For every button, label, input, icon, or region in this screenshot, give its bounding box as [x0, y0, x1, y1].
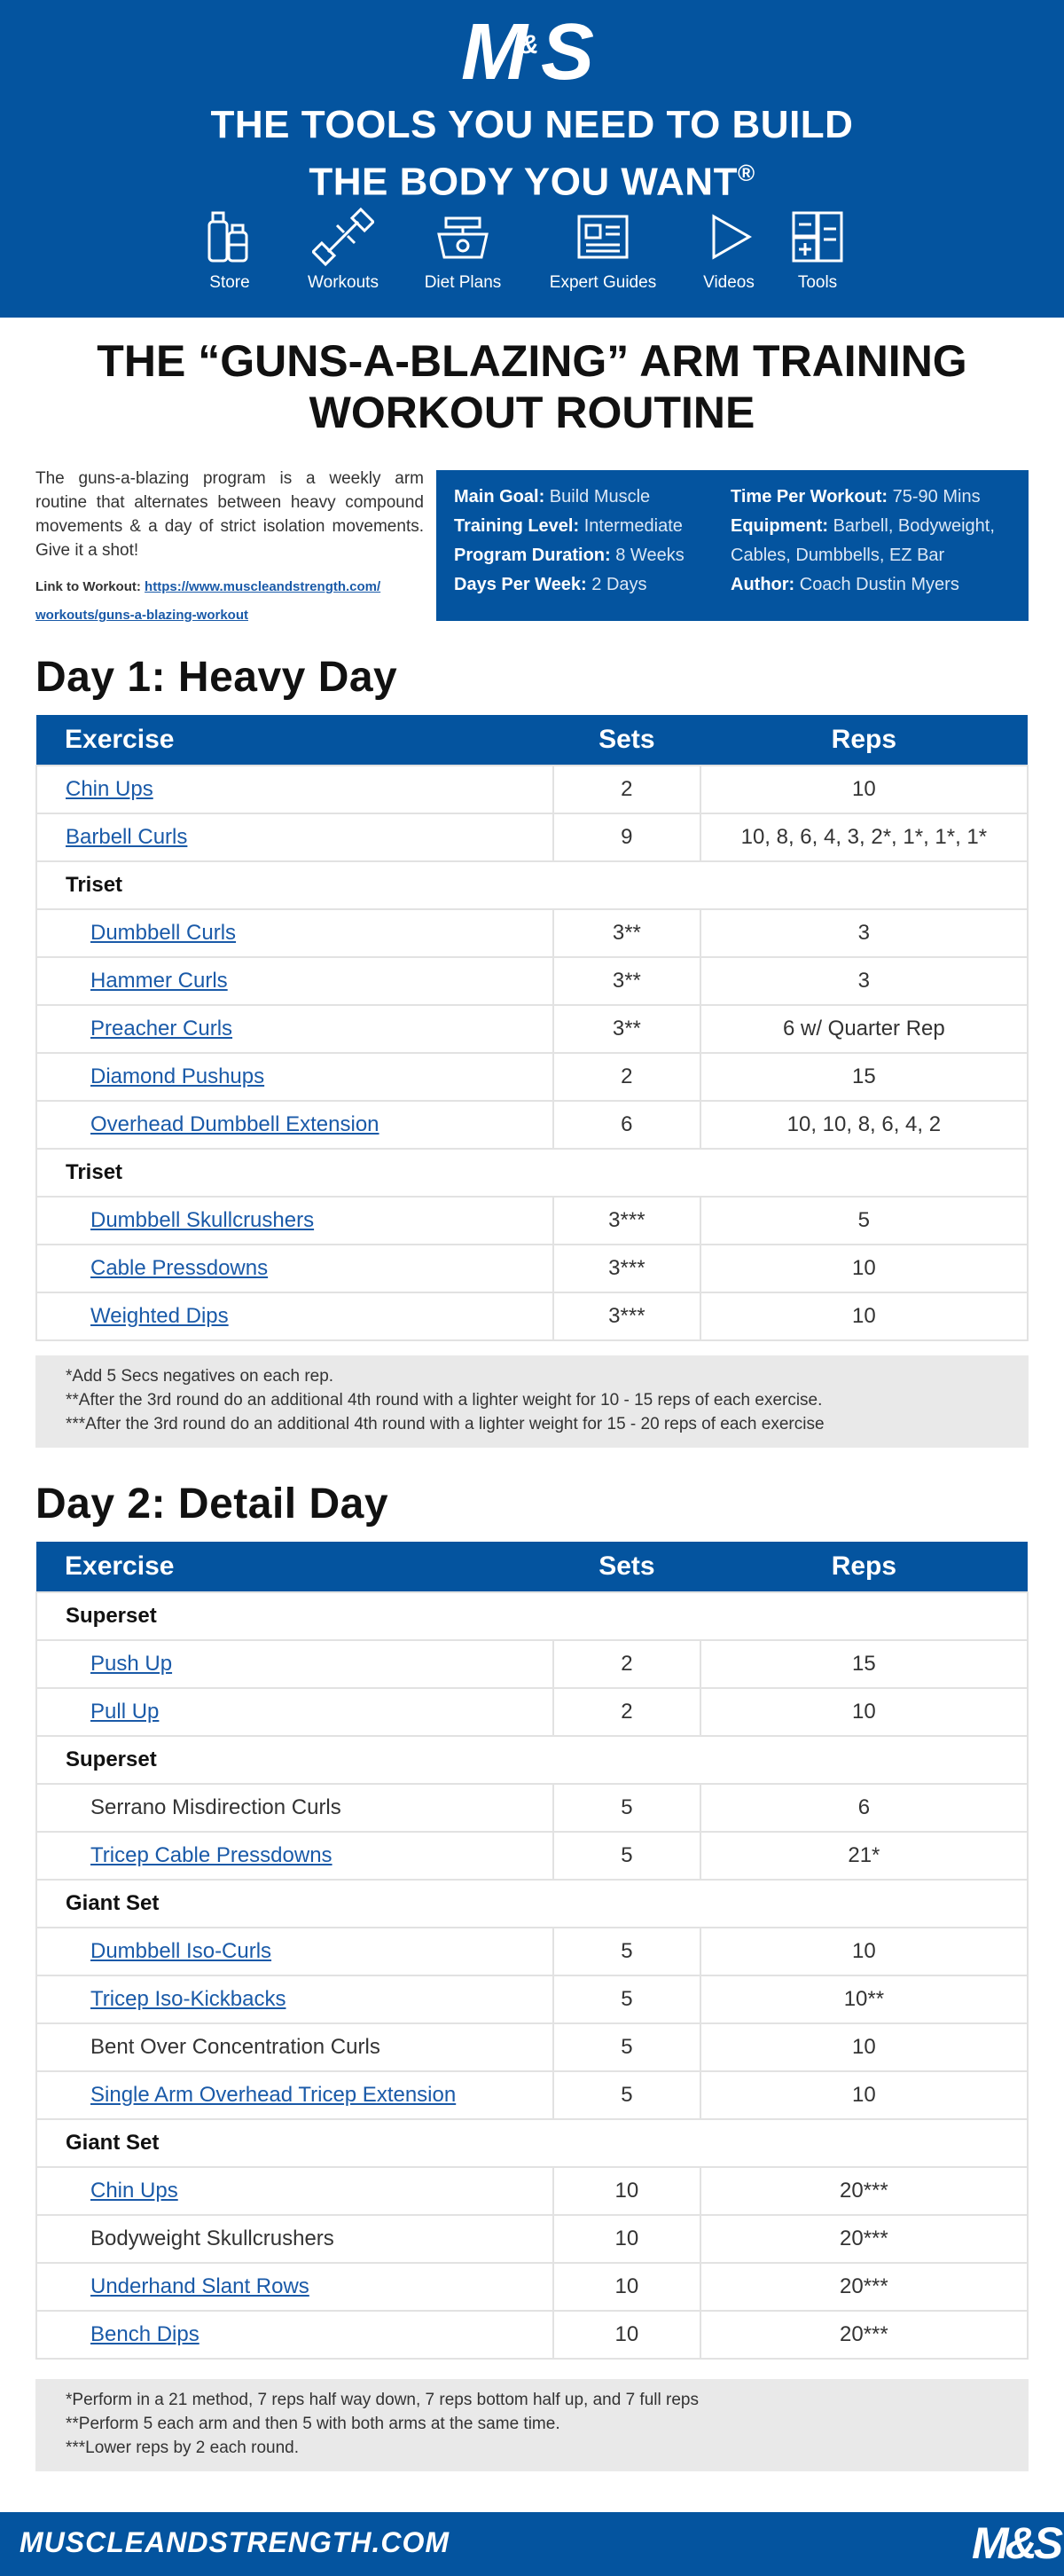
tagline-line-1: THE TOOLS YOU NEED TO BUILD	[210, 103, 854, 146]
play-icon	[698, 206, 760, 268]
exercise-cell	[36, 1784, 553, 1832]
table-row	[36, 2263, 1028, 2311]
sets-cell: 5	[553, 1832, 700, 1880]
exercise-link[interactable]: Weighted Dips	[90, 1304, 229, 1328]
sets-cell: 5	[553, 1975, 700, 2023]
page-title-line-2: WORKOUT ROUTINE	[309, 388, 755, 437]
exercise-cell	[36, 2311, 553, 2359]
exercise-cell	[36, 766, 553, 813]
exercise-link[interactable]: Tricep Iso-Kickbacks	[90, 1987, 286, 2011]
nav-videos-label: Videos	[703, 273, 755, 292]
table-row	[36, 2167, 1028, 2215]
workout-link-block	[35, 573, 443, 630]
exercise-cell	[36, 1688, 553, 1736]
exercise-link[interactable]: Overhead Dumbbell Extension	[90, 1112, 379, 1136]
group-row	[36, 1149, 1028, 1197]
reps-cell: 10	[700, 2023, 1028, 2071]
sets-cell: 3**	[553, 957, 700, 1005]
footnote: **After the 3rd round do an additional 4th round with a lighter weight for 10 - 15 reps of each exercise.	[66, 1391, 823, 1410]
exercise-cell	[36, 1005, 553, 1053]
page-title-line-1: THE “GUNS-A-BLAZING” ARM TRAINING	[97, 336, 967, 386]
scale-food-icon	[432, 206, 494, 268]
group-row	[36, 1736, 1028, 1784]
sets-cell: 5	[553, 1784, 700, 1832]
sets-cell: 2	[553, 766, 700, 813]
nav-expert-guides[interactable]	[541, 206, 665, 303]
table-row	[36, 766, 1028, 813]
sets-cell: 2	[553, 1053, 700, 1101]
sets-cell: 10	[553, 2263, 700, 2311]
exercise-cell	[36, 813, 553, 861]
footnote: ***After the 3rd round do an additional 4th round with a lighter weight for 15 - 20 reps of each exercise	[66, 1415, 825, 1433]
reps-cell: 6 w/ Quarter Rep	[700, 1005, 1028, 1053]
table-row	[36, 2071, 1028, 2119]
day2-notes	[35, 2379, 1029, 2471]
reps-cell: 3	[700, 909, 1028, 957]
sets-cell: 3**	[553, 1005, 700, 1053]
footnote: *Add 5 Secs negatives on each rep.	[66, 1367, 334, 1386]
exercise-link[interactable]: Dumbbell Curls	[90, 921, 237, 945]
exercise-cell	[36, 1975, 553, 2023]
table-header-row	[36, 1542, 1028, 1592]
exercise-link[interactable]: Bench Dips	[90, 2322, 200, 2346]
day1-table	[35, 715, 1029, 1341]
exercise-link[interactable]: Single Arm Overhead Tricep Extension	[90, 2083, 457, 2107]
exercise-name: Bent Over Concentration Curls	[90, 2035, 380, 2059]
exercise-link[interactable]: Preacher Curls	[90, 1017, 233, 1041]
nav-tools-label: Tools	[797, 273, 838, 292]
group-label: Giant Set	[36, 2119, 1028, 2167]
ms-logo[interactable]	[461, 8, 603, 98]
reps-cell: 20***	[700, 2263, 1028, 2311]
sets-cell: 2	[553, 1688, 700, 1736]
col-reps: Reps	[700, 1542, 1028, 1592]
exercise-cell	[36, 2167, 553, 2215]
group-row	[36, 861, 1028, 909]
nav-diet-plans[interactable]	[414, 206, 512, 303]
exercise-cell	[36, 1197, 553, 1245]
intro-text: The guns-a-blazing program is a weekly arm routine that alternates between heavy compound movements & a day of strict isolation movements. Give it a shot!	[35, 469, 424, 560]
footnote: **Perform 5 each arm and then 5 with both arms at the same time.	[66, 2415, 560, 2433]
group-row	[36, 1592, 1028, 1640]
day1-title: Day 1: Heavy Day	[35, 654, 398, 701]
exercise-cell	[36, 2023, 553, 2071]
info-col-left	[454, 483, 685, 600]
exercise-link[interactable]: Cable Pressdowns	[90, 1256, 269, 1280]
col-exercise: Exercise	[36, 1542, 553, 1592]
reps-cell: 10	[700, 1688, 1028, 1736]
exercise-cell	[36, 2071, 553, 2119]
logo-m: M	[461, 8, 522, 97]
table-row	[36, 1101, 1028, 1149]
sets-cell: 3***	[553, 1292, 700, 1340]
exercise-link[interactable]: Chin Ups	[90, 2179, 178, 2203]
info-program-duration: Program Duration: 8 Weeks	[454, 546, 685, 565]
exercise-cell	[36, 1292, 553, 1340]
logo-s: S	[541, 8, 595, 97]
table-row	[36, 1832, 1028, 1880]
exercise-link[interactable]: Push Up	[90, 1652, 173, 1676]
program-info-box	[436, 470, 1029, 621]
sets-cell: 3**	[553, 909, 700, 957]
exercise-name: Serrano Misdirection Curls	[90, 1795, 341, 1819]
exercise-link[interactable]: Dumbbell Skullcrushers	[90, 1208, 315, 1232]
group-row	[36, 2119, 1028, 2167]
info-equipment: Equipment: Barbell, Bodyweight,	[731, 516, 995, 536]
sets-cell: 10	[553, 2311, 700, 2359]
nav-videos[interactable]	[692, 206, 766, 303]
sets-cell: 5	[553, 2023, 700, 2071]
workout-link-label: Link to Workout:	[35, 579, 141, 594]
exercise-cell	[36, 957, 553, 1005]
exercise-cell	[36, 1053, 553, 1101]
exercise-cell	[36, 2215, 553, 2263]
page-title	[0, 335, 1064, 438]
day2-table	[35, 1542, 1029, 2360]
exercise-cell	[36, 909, 553, 957]
info-time-per-workout: Time Per Workout: 75-90 Mins	[731, 487, 981, 507]
table-row	[36, 2311, 1028, 2359]
reps-cell: 5	[700, 1197, 1028, 1245]
exercise-name: Bodyweight Skullcrushers	[90, 2227, 334, 2250]
registered-mark: ®	[737, 160, 755, 186]
exercise-cell	[36, 1101, 553, 1149]
sets-cell: 10	[553, 2215, 700, 2263]
reps-cell: 10	[700, 1245, 1028, 1292]
reps-cell: 6	[700, 1784, 1028, 1832]
col-sets: Sets	[553, 1542, 700, 1592]
sets-cell: 5	[553, 2071, 700, 2119]
nav-diet-plans-label: Diet Plans	[424, 273, 502, 292]
info-col-right	[731, 483, 995, 600]
day2-title: Day 2: Detail Day	[35, 1480, 389, 1528]
exercise-link[interactable]: Dumbbell Iso-Curls	[90, 1939, 272, 1963]
reps-cell: 21*	[700, 1832, 1028, 1880]
footer-logo[interactable]: M&S	[972, 2518, 1060, 2568]
reps-cell: 10	[700, 1292, 1028, 1340]
reps-cell: 15	[700, 1053, 1028, 1101]
table-row	[36, 2215, 1028, 2263]
table-row	[36, 1784, 1028, 1832]
exercise-cell	[36, 1245, 553, 1292]
footer-site-link[interactable]: MUSCLEANDSTRENGTH.COM	[20, 2526, 450, 2558]
reps-cell: 3	[700, 957, 1028, 1005]
table-row	[36, 1688, 1028, 1736]
table-row	[36, 1975, 1028, 2023]
dumbbell-icon	[312, 206, 374, 268]
table-row	[36, 1928, 1028, 1975]
nav-workouts-label: Workouts	[308, 273, 379, 292]
sets-cell: 3***	[553, 1197, 700, 1245]
group-row	[36, 1880, 1028, 1928]
reps-cell: 20***	[700, 2167, 1028, 2215]
sets-cell: 9	[553, 813, 700, 861]
nav-expert-guides-label: Expert Guides	[549, 273, 657, 292]
supplement-bottles-icon	[199, 206, 261, 268]
exercise-link[interactable]: Pull Up	[90, 1700, 160, 1724]
exercise-cell	[36, 1832, 553, 1880]
group-label: Giant Set	[36, 1880, 1028, 1928]
reps-cell: 15	[700, 1640, 1028, 1688]
exercise-cell	[36, 1928, 553, 1975]
exercise-link[interactable]: Barbell Curls	[66, 825, 188, 849]
group-label: Triset	[36, 1149, 1028, 1197]
group-label: Superset	[36, 1592, 1028, 1640]
reps-cell: 10, 10, 8, 6, 4, 2	[700, 1101, 1028, 1149]
table-row	[36, 1640, 1028, 1688]
reps-cell: 10	[700, 766, 1028, 813]
sets-cell: 6	[553, 1101, 700, 1149]
info-days-per-week: Days Per Week: 2 Days	[454, 575, 647, 594]
info-equipment-cont: Cables, Dumbbells, EZ Bar	[731, 546, 945, 565]
info-main-goal: Main Goal: Build Muscle	[454, 487, 651, 507]
table-row	[36, 1292, 1028, 1340]
footnote: *Perform in a 21 method, 7 reps half way down, 7 reps bottom half up, and 7 full reps	[66, 2391, 699, 2409]
nav-tools[interactable]	[784, 206, 851, 303]
site-header	[0, 0, 1064, 318]
sets-cell: 3***	[553, 1245, 700, 1292]
newspaper-icon	[572, 206, 634, 268]
table-row	[36, 2023, 1028, 2071]
col-sets: Sets	[553, 715, 700, 766]
group-label: Superset	[36, 1736, 1028, 1784]
nav-store[interactable]	[194, 206, 265, 303]
table-row	[36, 1005, 1028, 1053]
col-exercise: Exercise	[36, 715, 553, 766]
workout-link[interactable]: https://www.muscleandstrength.com/ workouts/guns-a-blazing-workout	[35, 579, 381, 623]
col-reps: Reps	[700, 715, 1028, 766]
exercise-link[interactable]: Chin Ups	[66, 777, 153, 801]
reps-cell: 10**	[700, 1975, 1028, 2023]
nav-workouts[interactable]	[299, 206, 387, 303]
nav-store-label: Store	[209, 273, 250, 292]
table-row	[36, 813, 1028, 861]
reps-cell: 10, 8, 6, 4, 3, 2*, 1*, 1*, 1*	[700, 813, 1028, 861]
exercise-link[interactable]: Diamond Pushups	[90, 1064, 265, 1088]
sets-cell: 5	[553, 1928, 700, 1975]
logo-amp: &	[520, 30, 539, 59]
table-row	[36, 1053, 1028, 1101]
exercise-cell	[36, 2263, 553, 2311]
reps-cell: 10	[700, 1928, 1028, 1975]
table-row	[36, 1197, 1028, 1245]
reps-cell: 10	[700, 2071, 1028, 2119]
footnote: ***Lower reps by 2 each round.	[66, 2439, 299, 2457]
day1-notes	[35, 1355, 1029, 1448]
table-row	[36, 909, 1028, 957]
exercise-link[interactable]: Tricep Cable Pressdowns	[90, 1843, 332, 1867]
sets-cell: 2	[553, 1640, 700, 1688]
exercise-link[interactable]: Underhand Slant Rows	[90, 2274, 309, 2298]
site-footer	[0, 2512, 1064, 2576]
exercise-link[interactable]: Hammer Curls	[90, 969, 228, 993]
table-row	[36, 957, 1028, 1005]
reps-cell: 20***	[700, 2215, 1028, 2263]
group-label: Triset	[36, 861, 1028, 909]
tagline	[0, 101, 1064, 207]
tagline-line-2: THE BODY YOU WANT®	[309, 160, 755, 204]
info-author: Author: Coach Dustin Myers	[731, 575, 959, 594]
exercise-cell	[36, 1640, 553, 1688]
table-row	[36, 1245, 1028, 1292]
info-training-level: Training Level: Intermediate	[454, 516, 683, 536]
table-header-row	[36, 715, 1028, 766]
calculator-icon	[786, 206, 849, 268]
sets-cell: 10	[553, 2167, 700, 2215]
reps-cell: 20***	[700, 2311, 1028, 2359]
